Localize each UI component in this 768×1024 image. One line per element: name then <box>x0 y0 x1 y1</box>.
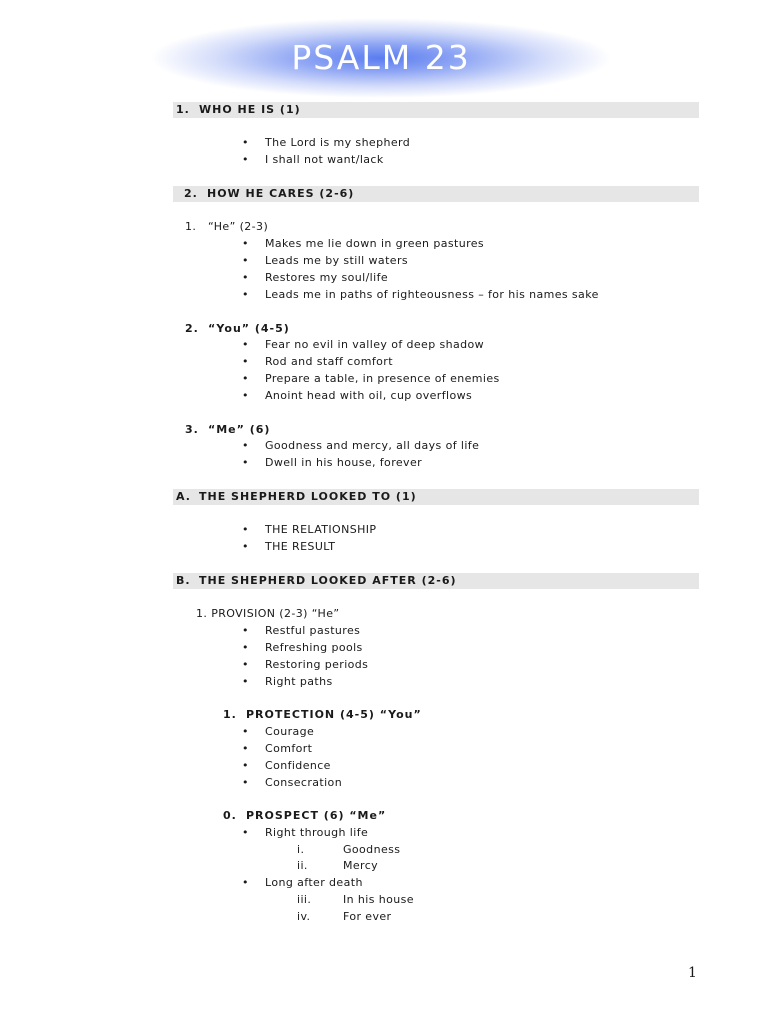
subsection-label: 1. PROVISION (2-3) “He” <box>196 607 340 620</box>
list-item: Refreshing pools <box>265 641 363 654</box>
sub-item: Mercy <box>343 859 379 872</box>
bullet-icon: • <box>242 540 249 553</box>
section-header-who-he-is <box>173 102 699 118</box>
bullet-icon: • <box>242 254 249 267</box>
bullet-icon: • <box>242 136 249 149</box>
list-item: Comfort <box>265 742 313 755</box>
section-header-looked-after <box>173 573 699 589</box>
list-item: Leads me in paths of righteousness – for his names sake <box>265 288 599 301</box>
list-item: Fear no evil in valley of deep shadow <box>265 338 485 351</box>
bullet-icon: • <box>242 742 249 755</box>
bullet-icon: • <box>242 389 249 402</box>
bullet-icon: • <box>242 776 249 789</box>
page-number: 1 <box>688 965 697 981</box>
section-label: HOW HE CARES (2-6) <box>207 187 355 200</box>
bullet-icon: • <box>242 675 249 688</box>
bullet-icon: • <box>242 355 249 368</box>
list-item: Goodness and mercy, all days of life <box>265 439 480 452</box>
sub-item-number: iv. <box>297 910 311 923</box>
list-item: Restful pastures <box>265 624 361 637</box>
list-item: Confidence <box>265 759 331 772</box>
list-item: Restoring periods <box>265 658 369 671</box>
subsection-number: 1. <box>223 708 237 721</box>
bullet-icon: • <box>242 826 249 839</box>
subsection-label: PROSPECT (6) “Me” <box>246 809 387 822</box>
sub-item: For ever <box>343 910 392 923</box>
sub-item-number: iii. <box>297 893 312 906</box>
list-item: Leads me by still waters <box>265 254 409 267</box>
section-number: 2. <box>184 187 198 200</box>
bullet-icon: • <box>242 439 249 452</box>
bullet-icon: • <box>242 759 249 772</box>
bullet-icon: • <box>242 338 249 351</box>
bullet-icon: • <box>242 271 249 284</box>
bullet-icon: • <box>242 456 249 469</box>
sub-item: In his house <box>343 893 414 906</box>
subsection-label: “You” (4-5) <box>208 322 290 335</box>
section-header-how-he-cares <box>173 186 699 202</box>
subsection-number: 0. <box>223 809 237 822</box>
sub-item: Goodness <box>343 843 401 856</box>
list-item: THE RESULT <box>265 540 336 553</box>
subsection-label: PROTECTION (4-5) “You” <box>246 708 422 721</box>
subsection-number: 2. <box>185 322 199 335</box>
section-label: THE SHEPHERD LOOKED TO (1) <box>199 490 417 503</box>
subsection-number: 3. <box>185 423 199 436</box>
list-item: Rod and staff comfort <box>265 355 393 368</box>
list-item: Consecration <box>265 776 343 789</box>
bullet-icon: • <box>242 372 249 385</box>
list-item: Anoint head with oil, cup overflows <box>265 389 473 402</box>
bullet-icon: • <box>242 288 249 301</box>
sub-item-number: i. <box>297 843 305 856</box>
list-item: I shall not want/lack <box>265 153 384 166</box>
subsection-label: “Me” (6) <box>208 423 271 436</box>
list-item: Dwell in his house, forever <box>265 456 423 469</box>
section-label: WHO HE IS (1) <box>199 103 301 116</box>
list-item: Long after death <box>265 876 363 889</box>
list-item: Right through life <box>265 826 369 839</box>
page-title: PSALM 23 <box>291 38 471 77</box>
list-item: Courage <box>265 725 315 738</box>
bullet-icon: • <box>242 725 249 738</box>
subsection-number: 1. <box>185 220 197 233</box>
list-item: The Lord is my shepherd <box>265 136 411 149</box>
bullet-icon: • <box>242 658 249 671</box>
bullet-icon: • <box>242 153 249 166</box>
sub-item-number: ii. <box>297 859 308 872</box>
list-item: Restores my soul/life <box>265 271 389 284</box>
bullet-icon: • <box>242 624 249 637</box>
section-header-looked-to <box>173 489 699 505</box>
section-letter: B. <box>176 574 191 587</box>
section-letter: A. <box>176 490 191 503</box>
subsection-label: “He” (2-3) <box>208 220 269 233</box>
bullet-icon: • <box>242 641 249 654</box>
section-number: 1. <box>176 103 190 116</box>
bullet-icon: • <box>242 876 249 889</box>
bullet-icon: • <box>242 237 249 250</box>
list-item: Prepare a table, in presence of enemies <box>265 372 500 385</box>
list-item: Right paths <box>265 675 333 688</box>
section-label: THE SHEPHERD LOOKED AFTER (2-6) <box>199 574 457 587</box>
bullet-icon: • <box>242 523 249 536</box>
list-item: THE RELATIONSHIP <box>265 523 377 536</box>
list-item: Makes me lie down in green pastures <box>265 237 485 250</box>
